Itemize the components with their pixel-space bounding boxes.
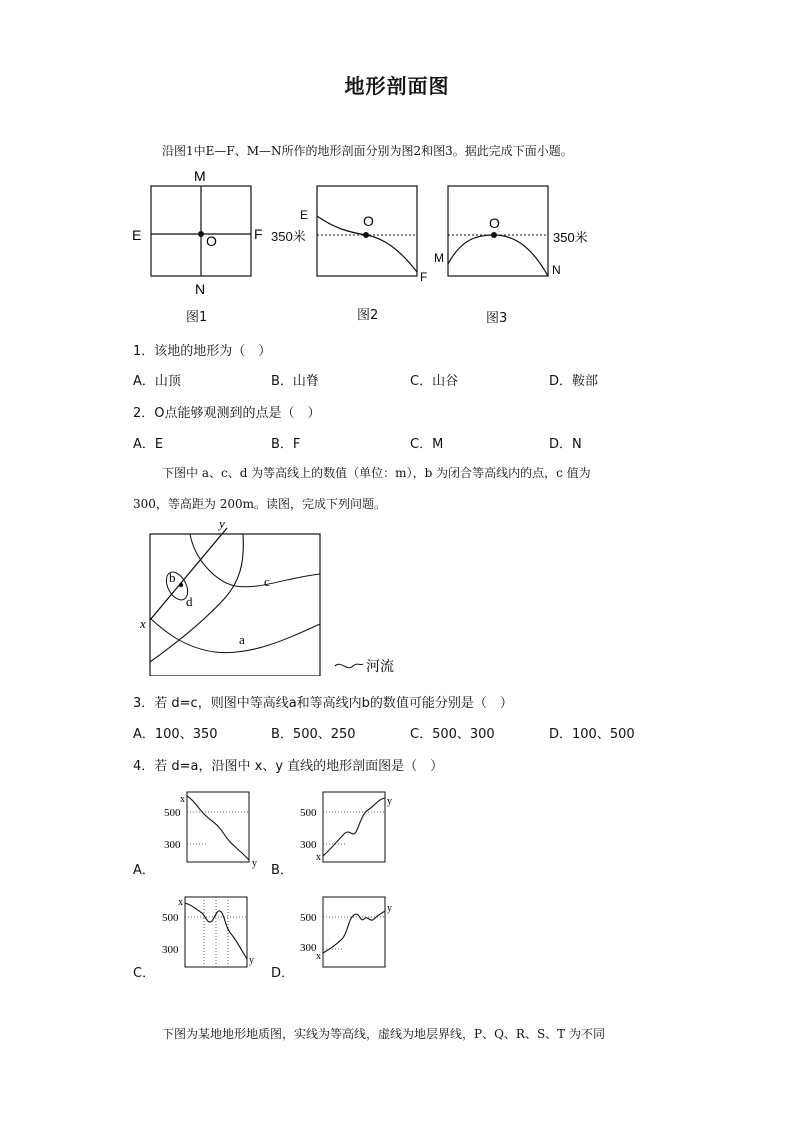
fig3-label-o: O: [489, 215, 500, 231]
intro-paragraph-2a: 下图中 a、c、d 为等高线上的数值（单位：m），b 为闭合等高线内的点，c 值为: [162, 466, 591, 480]
q2-option-d: D．N: [549, 437, 582, 452]
contour-label-y: y: [219, 516, 225, 531]
profile-b-tick-500: 500: [300, 807, 317, 819]
profile-d-label-x: x: [316, 951, 321, 962]
figure-3: [400, 180, 600, 290]
q1-option-a: A．山顶: [133, 374, 181, 389]
fig3-label-m: M: [434, 251, 444, 265]
contour-map: [135, 516, 415, 676]
profile-b-tick-300: 300: [300, 839, 317, 851]
profile-d-label-y: y: [387, 903, 392, 914]
profile-d-tick-300: 300: [300, 942, 317, 954]
profile-c-label-y: y: [249, 955, 254, 966]
q2-option-c: C．M: [410, 437, 444, 452]
profile-a-label-y: y: [252, 858, 257, 869]
profile-c: [160, 893, 265, 975]
fig1-label-n: N: [195, 281, 206, 297]
q3-option-b: B．500、250: [271, 727, 356, 742]
page-title: 地形剖面图: [344, 74, 450, 98]
q4-option-a: A．: [133, 863, 155, 878]
profile-a: [160, 788, 265, 870]
intro-paragraph-3: 下图为某地地形地质图，实线为等高线，虚线为地层界线，P、Q、R、S、T 为不同: [162, 1027, 605, 1041]
profile-c-tick-300: 300: [162, 944, 179, 956]
fig3-point-o: [491, 232, 497, 238]
profile-b-frame: [323, 792, 385, 862]
fig3-label-n: N: [552, 263, 561, 277]
contour-c: [190, 534, 320, 587]
profile-b-label-y: y: [387, 796, 392, 807]
profile-d: [298, 893, 403, 975]
q4-option-d: D．: [271, 966, 295, 981]
figure-1: [128, 166, 268, 298]
fig1-caption: 图1: [186, 310, 208, 325]
profile-b: [298, 788, 403, 870]
intro-paragraph-1: 沿图1中E—F、M—N所作的地形剖面分别为图2和图3。据此完成下面小题。: [162, 144, 573, 158]
question-4: 4．若 d=a，沿图中 x、y 直线的地形剖面图是（ ）: [133, 759, 444, 774]
q3-option-a: A．100、350: [133, 727, 218, 742]
fig2-elevation-label: 350米: [271, 229, 306, 244]
q2-option-a: A．E: [133, 437, 164, 452]
fig2-caption: 图2: [357, 308, 379, 323]
river-legend-label: 河流: [366, 660, 394, 675]
q3-option-d: D．100、500: [549, 727, 635, 742]
profile-c-label-x: x: [178, 897, 183, 908]
fig2-label-o: O: [363, 213, 374, 229]
profile-a-curve: [187, 796, 249, 860]
q3-option-c: C．500、300: [410, 727, 495, 742]
q2-option-b: B．F: [271, 437, 301, 452]
intro-paragraph-2b: 300，等高距为 200m。读图，完成下列问题。: [133, 497, 387, 511]
river-legend-icon: [335, 664, 363, 668]
question-1: 1．该地的地形为（ ）: [133, 344, 272, 359]
profile-b-curve: [323, 798, 385, 856]
fig3-caption: 图3: [486, 311, 508, 326]
profile-a-tick-500: 500: [164, 807, 181, 819]
contour-a: [150, 618, 320, 653]
contour-label-a: a: [239, 632, 245, 647]
contour-label-c: c: [264, 574, 270, 589]
contour-label-x: x: [140, 616, 146, 631]
profile-a-label-x: x: [180, 794, 185, 805]
fig1-label-m: M: [194, 168, 206, 184]
profile-d-tick-500: 500: [300, 912, 317, 924]
profile-a-tick-300: 300: [164, 839, 181, 851]
contour-label-d: d: [186, 594, 193, 609]
fig2-point-o: [363, 232, 369, 238]
q4-option-b: B．: [271, 863, 293, 878]
fig3-frame: [448, 186, 548, 276]
point-b: [179, 583, 183, 587]
fig2-label-f: F: [420, 270, 428, 284]
profile-c-tick-500: 500: [162, 912, 179, 924]
q1-option-d: D．鞍部: [549, 374, 599, 389]
profile-d-frame: [323, 897, 385, 967]
question-2: 2．O点能够观测到的点是（ ）: [133, 406, 321, 421]
fig3-profile: [448, 235, 548, 276]
fig3-elevation-label: 350米: [553, 230, 588, 245]
contour-label-b: b: [169, 570, 176, 585]
q1-option-c: C．山谷: [410, 374, 459, 389]
q4-option-c: C．: [133, 966, 156, 981]
q1-option-b: B．山脊: [271, 374, 319, 389]
fig2-label-e: E: [300, 208, 309, 222]
fig1-label-o: O: [206, 233, 217, 249]
contour-map-frame: [150, 534, 320, 676]
profile-b-label-x: x: [316, 852, 321, 863]
fig1-point-o: [198, 231, 204, 237]
fig1-label-f: F: [254, 226, 263, 242]
fig1-label-e: E: [132, 227, 142, 243]
question-3: 3．若 d=c，则图中等高线a和等高线内b的数值可能分别是（ ）: [133, 696, 513, 711]
